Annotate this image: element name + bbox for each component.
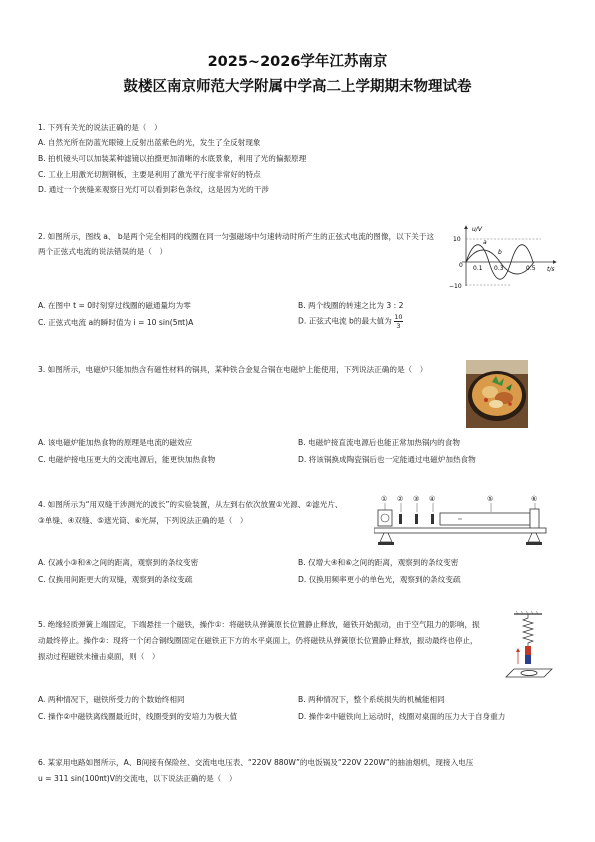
q6-stem-line2: u = 311 sin(100πt)V的交流电，以下说法正确的是（ ） [38,774,237,783]
q4-label-4: ④ [429,495,436,503]
q2-label-b: b [498,249,502,256]
q4-double-slit-apparatus [374,492,550,550]
q4-option-b: B. 仅增大④和⑥之间的距离，观察到的条纹变密 [298,558,459,567]
q2-option-d-fraction [394,313,402,330]
q2-stem-line1: 2. 如图所示，图线 a、 b是两个完全相同的线圈在同一匀强磁场中匀速转动时所产生的正弦式电流的图像，以下关于这 [38,232,435,241]
q2-stem-line2: 两个正弦式电流的说法错误的是（ ） [38,247,168,256]
q6-stem-line1: 6. 某家用电路如图所示，A、B间接有保险丝、交流电电压表、“220V 880W”的电饭锅及“220V 220W”的抽油烟机，现接入电压 [38,758,474,767]
q2-tick-10: 10 [453,236,461,243]
q2-tick-03: 0.3 [494,265,504,272]
q2-tick-0: 0 [459,262,463,269]
q3-option-b: B. 电磁炉接直流电源后也能正常加热锅内的食物 [298,438,460,447]
q4-option-a: A. 仅减小③和④之间的距离，观察到的条纹变密 [38,558,199,567]
q4-label-1: ① [381,495,388,503]
q3-stem: 3. 如图所示，电磁炉只能加热含有磁性材料的锅具，某种铁合金复合锅在电磁炉上能使用，下列说法正确的是（ ） [38,365,428,374]
q2-tick-05: 0.5 [526,265,536,272]
q3-food-pot-image [466,360,528,428]
q4-option-d: D. 仅换用频率更小的单色光，观察到的条纹变疏 [298,575,461,584]
q2-x-label: t/s [547,266,555,273]
q5-magnet-south [525,655,531,664]
q1-option-b: B. 拍机镜头可以加装某种滤镜以拍摄更加清晰的水底景象，利用了光的偏振原理 [38,154,307,163]
q4-stem-line2: ③单缝、④双缝、⑤遮光筒、⑥光屏，下列说法正确的是（ ） [38,516,248,525]
q5-arrow-icon [516,648,520,652]
q5-option-a: A. 两种情况下，磁铁所受力的个数始终相同 [38,695,185,704]
q4-stem-line1: 4. 如图所示为“用双缝干涉测光的波长”的实验装置，从左到右依次放置①光源、②滤光片、 [38,500,343,509]
q2-option-c: C. 正弦式电流 a的瞬时值为 i = 10 sin(5πt)A [38,318,194,327]
q4-tube [440,513,530,525]
q2-option-d [298,313,403,330]
q5-option-b: B. 两种情况下，整个系统损失的机械能相同 [298,695,445,704]
q4-filter [399,514,402,524]
q4-light-source [378,510,392,526]
q1-option-d: D. 通过一个狭缝来观察日光灯可以看到彩色条纹，这是因为光的干涉 [38,185,269,194]
q2-label-a: a [483,239,487,246]
q2-option-d-text: D. 正弦式电流 b的最大值为 [298,316,392,326]
q4-single-slit [415,514,418,524]
q5-stem-line3: 振动过程磁铁未撞击桌面，则（ ） [38,652,160,661]
q4-label-3: ③ [413,495,420,503]
q4-rail [374,528,546,533]
q5-spring [523,614,533,646]
q3-option-a: A. 该电磁炉能加热食物的原理是电流的磁效应 [38,438,193,447]
q5-magnet-north [525,646,531,655]
q2-option-d-den: 3 [396,322,401,330]
q5-spring-magnet-figure [500,610,556,686]
page-title-line1: 2025~2026学年江苏南京 [207,54,388,70]
q2-option-a: A. 在图中 t = 0时刻穿过线圈的磁通量均为零 [38,301,191,310]
q3-option-c: C. 电磁炉接电压更大的交流电源后，能更快加热食物 [38,455,216,464]
q5-option-d: D. 操作②中磁铁向上运动时，线圈对桌面的压力大于自身重力 [298,712,506,721]
page-title-line2: 鼓楼区南京师范大学附属中学高二上学期期末物理试卷 [123,79,472,95]
q5-stem-line1: 5. 绝缘轻质弹簧上端固定，下端悬挂一个磁铁，操作①：将磁铁从弹簧原长位置静止释放，磁铁开始振动，由于空气阻力的影响，振 [38,620,480,629]
q4-label-5: ⑤ [487,495,494,503]
q4-label-2: ② [397,495,404,503]
q2-sine-graph [444,222,562,292]
q1-option-a: A. 自然光所在防蓝光眼镜上反射出蓝紫色的光，发生了全反射现象 [38,138,261,147]
q4-label-6: ⑥ [531,495,538,503]
q5-stem-line2: 动最终停止。操作②：现将一个闭合铜线圈固定在磁铁正下方的水平桌面上，仍将磁铁从弹簧原长位置静止释放，振动最终也停止， [38,636,478,645]
q2-option-d-num: 10 [394,313,403,321]
q5-option-c: C. 操作②中磁铁离线圈最近时，线圈受到的安培力为极大值 [38,712,238,721]
q4-option-c: C. 仅换用间距更大的双缝，观察到的条纹变疏 [38,575,193,584]
q2-tick-01: 0.1 [473,265,483,272]
q2-option-b: B. 两个线圈的转速之比为 3 : 2 [298,301,404,310]
q2-y-label: u/V [472,226,482,233]
q3-option-d: D. 将该锅换成陶瓷锅后也一定能通过电磁炉加热食物 [298,455,476,464]
q4-double-slit [431,514,434,524]
q1-option-c: C. 工业上用激光切割钢板，主要是利用了激光平行度非常好的特点 [38,170,261,179]
q2-tick-neg10: −10 [449,283,462,290]
q1-stem: 1. 下列有关光的说法正确的是（ ） [38,123,162,132]
q4-screen [530,509,539,529]
